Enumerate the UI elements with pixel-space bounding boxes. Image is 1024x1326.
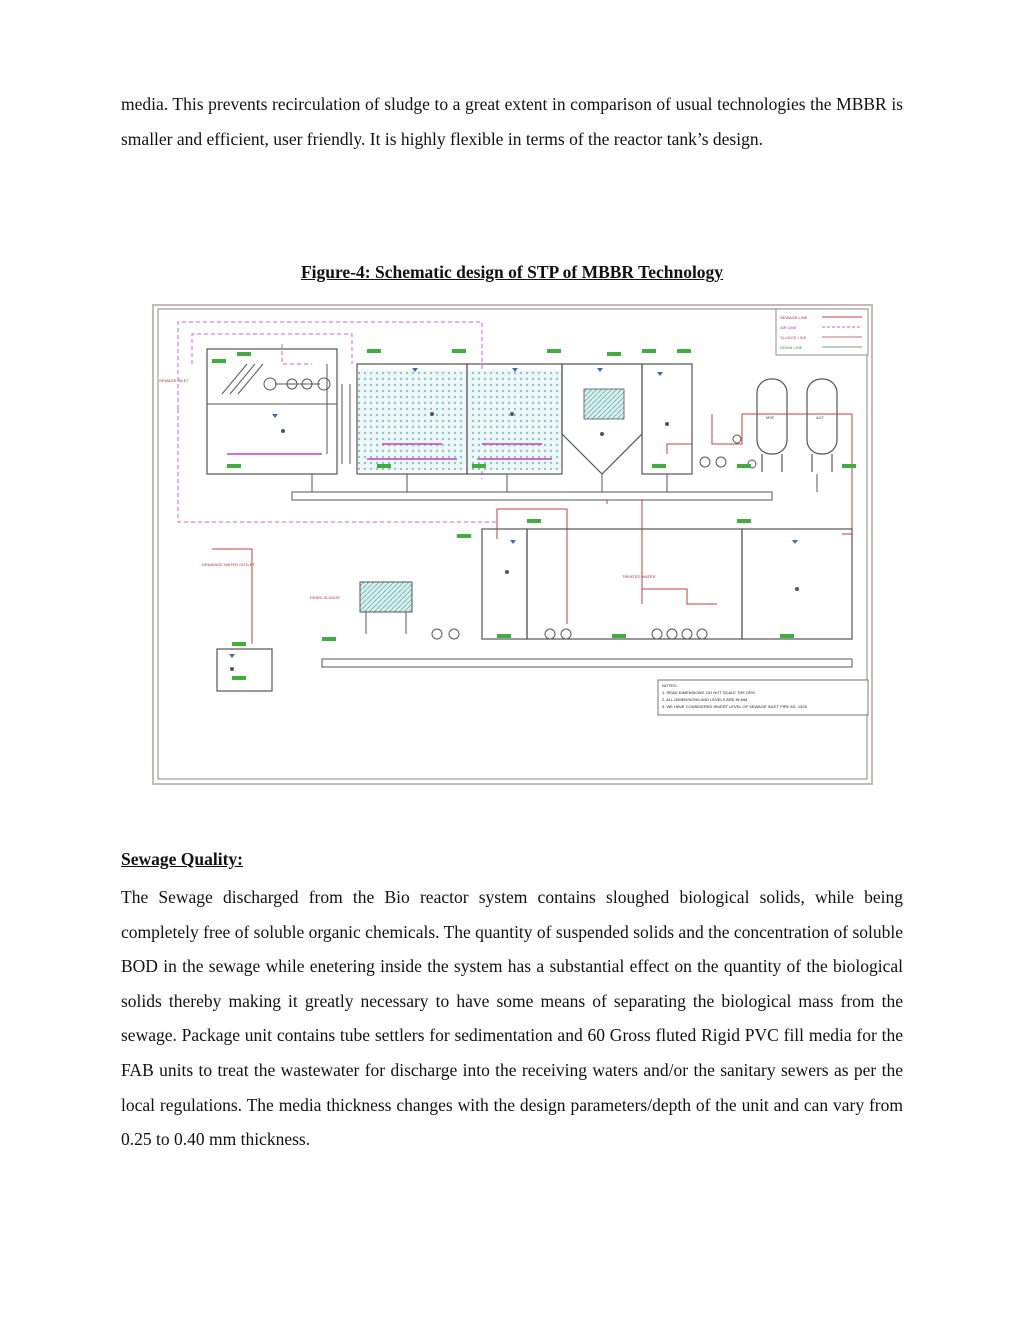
note-3: 3. WE HAVE CONSIDERED INVERT LEVEL OF SEWAGE INLET PIPE AS -1525 xyxy=(662,704,807,709)
sewage-inlet-label: SEWAGE INLET xyxy=(159,378,189,383)
acf-label: ACF xyxy=(816,415,824,420)
note-2: 2. ALL DIMENSIONS AND LEVELS ARE IN MM. xyxy=(662,697,749,702)
stp-schematic-diagram xyxy=(152,304,873,785)
legend-air-line: AIR LINE xyxy=(780,325,797,330)
legend-drain-line: DRAIN LINE xyxy=(780,345,803,350)
legend-sludge-line: SLUDGE LINE xyxy=(780,335,807,340)
legend-sewage-line: SEWAGE LINE xyxy=(780,315,808,320)
drawing-notes xyxy=(658,680,868,715)
msf-label: MSF xyxy=(766,415,775,420)
drainage-outlet-label: DRAINAGE WATER OUTLET xyxy=(202,562,255,567)
dried-sludge-label: DRIED SLUDGE xyxy=(310,595,341,600)
notes-title: NOTES:- xyxy=(662,683,679,688)
note-1: 1. READ DIMENSIONS. DO NOT SCALE THE DRG. xyxy=(662,690,757,695)
section-heading: Sewage Quality: xyxy=(121,849,244,869)
intro-paragraph: media. This prevents recirculation of sludge to a great extent in comparison of usual technologies the MBBR is smaller and efficient, user friendly. It is highly flexible in terms of the reactor tank’s design. xyxy=(121,94,903,149)
treated-water-label: TREATED WATER xyxy=(622,574,656,579)
figure-caption: Figure-4: Schematic design of STP of MBBR Technology xyxy=(300,262,724,282)
section-paragraph: The Sewage discharged from the Bio reactor system contains sloughed biological solids, while being completely free of soluble organic chemicals. The quantity of suspended solids and the concentration of soluble BOD in the sewage while enetering inside the system has a substantial effect on the quantity of the biological solids thereby making it greatly necessary to have some means of separating the biological mass from the sewage. Package unit contains tube settlers for sedimentation and 60 Gross fluted Rigid PVC fill media for the FAB units to treat the wastewater for discharge into the receiving waters and/or the sanitary sewers as per the local regulations. The media thickness changes with the design parameters/depth of the unit and can vary from 0.25 to 0.40 mm thickness. xyxy=(121,887,903,1150)
line-legend xyxy=(776,309,868,355)
